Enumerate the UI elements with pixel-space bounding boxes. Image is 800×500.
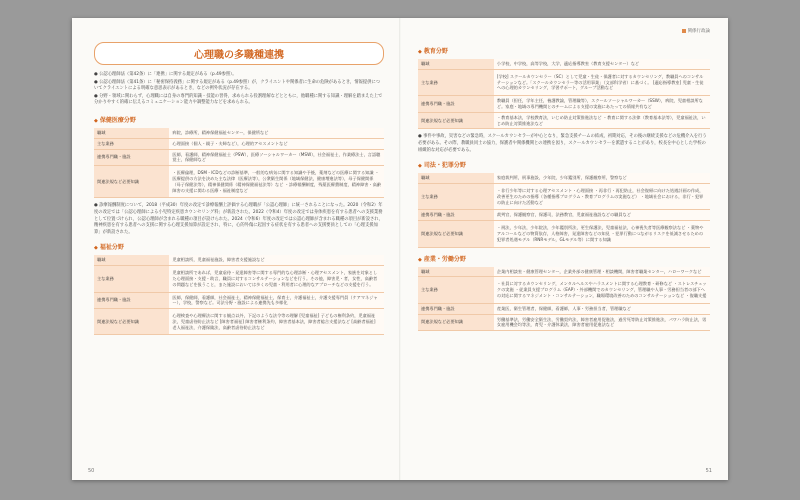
- table-row: [418, 277, 710, 303]
- table-row: [94, 309, 384, 335]
- row-value: 病院，診療所，精神保健福祉センター，保健所など: [169, 128, 384, 138]
- section-heading-welfare: [94, 242, 384, 251]
- row-value: ・社員に対するカウンセリング，メンタルヘルスやハラスメントに関する心理教育・研修など ・ストレスチェックの実施 ・従業員支援プログラム（EAP）・外部機関でのカウンセリング，管理職や人事・労務担当者の部下への対応に関するマネジメント・コンサルテーション，職場環境改善のためのコンサルテーションなど ・復職支援: [494, 277, 710, 303]
- table-row: [418, 210, 710, 221]
- diamond-icon: ◆: [94, 117, 98, 124]
- row-value: 児童相談所，児童福祉施設，障害者支援施設など: [169, 255, 384, 265]
- row-label: 連携専門職・施設: [418, 96, 494, 113]
- row-value: 労働基準法，労働安全衛生法，労働契約法，障害者雇用促進法，過労死等防止対策推進法，パワハラ防止法，男女雇用機会均等法，育児・介護休業法，障害者雇用促進法など: [494, 314, 710, 331]
- page-number: 50: [88, 468, 95, 474]
- row-label: 連携専門職・施設: [94, 149, 169, 166]
- row-label: 職域: [418, 267, 494, 277]
- row-label: 主な業務: [418, 183, 494, 209]
- running-head-text: 関係行政論: [687, 29, 710, 34]
- right-page: [400, 18, 728, 480]
- row-value: 小学校，中学校，高等学校，大学，適応指導教室（教育支援センター）など: [494, 59, 710, 69]
- row-value: ・非行少年等に対する心理アセスメント・心理面接 ・再非行・再犯防止，社会復帰に向けた処遇計画の作成，改善更生のための指導（各種指導プログラム・教育プログラムの実施など） ・地域社会における，非行・犯罪の防止に向けた活動など: [494, 183, 710, 209]
- row-value: ・刑法，少年法，少年院法，少年鑑別所法，更生保護法，児童福祉法，心神喪失者等医療観察法など ・薬物やアルコールなどの物質依存，人格障害，発達障害などの知見 ・犯罪行動につながるリスクを低減させるための犯罪者処遇モデル（RNRモデル，GLモデル等）に関する知識: [494, 221, 710, 247]
- row-value: 児童相談所であれば，児童虐待・発達障害等に関する専門的な心理診断・心理アセスメント，家族を対象とした心理面接・支援・助言，職員に対するコンサルテーションなどを行う。その他，障害児・者，女性，高齢者の問題などを扱うこと，また施設においては多くの児童・利用者に心理的なアプローチなどの支援を行う。: [169, 266, 384, 292]
- left-page: [72, 18, 400, 480]
- section-heading-text: 保健医療分野: [99, 116, 136, 124]
- table-row: [94, 292, 384, 309]
- running-head: [682, 28, 711, 34]
- table-row: [418, 96, 710, 113]
- row-value: 裁判官，保護観察官，保護司，法務教官，児童福祉施設などの職員など: [494, 210, 710, 221]
- diamond-icon: ◆: [418, 163, 422, 170]
- page-number: 51: [705, 468, 712, 474]
- book-spread: [72, 18, 728, 480]
- section-heading-text: 福祉分野: [99, 244, 124, 252]
- row-label: 主な業務: [418, 277, 494, 303]
- table-row: [94, 138, 384, 149]
- section-heading-industry: [418, 254, 710, 263]
- health-table: [94, 128, 384, 198]
- section-heading-text: 産業・労働分野: [423, 255, 466, 263]
- row-value: 医師，看護師，精神保健福祉士（PSW），医療ソーシャルワーカー（MSW），社会福祉士，作業療法士，言語聴覚士，保健師など: [169, 149, 384, 166]
- table-row: [94, 255, 384, 265]
- row-value: ・教育基本法，学校教育法，いじめ防止対策推進法など ・教育に関する法律（教育基本法等），児童福祉法，いじめ防止対策推進法など: [494, 112, 710, 129]
- table-row: [418, 69, 710, 95]
- row-label: 連携専門職・施設: [94, 292, 169, 309]
- section-heading-text: 教育分野: [423, 48, 448, 55]
- table-row: [418, 267, 710, 277]
- table-row: [418, 314, 710, 331]
- row-label: 関連法規など必要知識: [418, 112, 494, 129]
- section-heading-text: 司法・犯罪分野: [423, 162, 466, 170]
- row-label: 連携専門職・施設: [418, 303, 494, 314]
- row-value: [学校] スクールカウンセラー（SC）として児童・生徒・保護者に対するカウンセリング，教職員へのコンサルテーションなど。「スクールカウンセラー等の活用事業」（文部科学省）に基づく。 [適応指導教室] 児童・生徒への心理的カウンセリング，学習サポート，グループ活動など: [494, 69, 710, 95]
- row-value: ・医療倫理，DSM・ICDなどの診断基準，一般的な病気に関する知識や予後，薬剤などの医療に関する知識 ・医療提供の方法を決めた主な法律（医療法等），公衆衛生関係（地域保健法，健康増進法等），母子保健関係（母子保健法等），精神保健関係（精神保健福祉法等）など ・診療報酬制度，残薬医療費制度，精神障害・高齢障害の支援に関わる医療・福祉制度など: [169, 166, 384, 198]
- section-heading-health: [94, 115, 384, 124]
- diamond-icon: ◆: [418, 256, 422, 263]
- row-value: 医師，保健師，看護師，社会福祉士，精神保健福祉士，保育士，介護福祉士，介護支援専門員（ケアマネジャー），学校，警察など。司法分野・施設による連携先も多様化: [169, 292, 384, 309]
- row-value: 心理検査や心理療法に関する観点以外，下記のような法令等の理解 [児童福祉] 子どもの権利条約，児童福祉法，児童虐待防止法など [障害者福祉] 障害者権利条約，障害者基本法，障害者総合支援法など [高齢者福祉] 老人福祉法，介護保険法，高齢者虐待防止法など: [169, 309, 384, 335]
- table-row: [418, 221, 710, 247]
- section-heading-justice: [418, 160, 710, 169]
- row-label: 主な業務: [94, 266, 169, 292]
- diamond-icon: ◆: [94, 245, 98, 252]
- row-label: 関連法規など必要知識: [94, 309, 169, 335]
- table-row: [94, 266, 384, 292]
- intro-text: [94, 72, 384, 107]
- table-row: [418, 59, 710, 69]
- education-paragraph: ● 事件や事故，災害などの緊急時，スクールカウンセラーが中心となり，緊急支援チームの結成，初期対応，その後の継続支援などの危機介入を行う必要がある。その際，教職員同士の協力，保護者や関係機関との連携を図り，スクールカウンセラーを派遣することがあり，校長を中心とした学校の組織的な対応が必要である。: [418, 134, 707, 153]
- table-row: [418, 303, 710, 314]
- row-label: 主な業務: [418, 69, 494, 95]
- section-heading-education: [418, 46, 710, 55]
- intro-paragraph: ● 公認心理師法（第41条）に「秘密保持義務」に関する規定がある（p.49参照）が，クライエントや関係者に生命の危険があるとき，情報提供についてクライエントによる明確な意思表示があるとき，などの例外状況が存在する。: [94, 79, 380, 92]
- table-row: [94, 149, 384, 166]
- industry-table: [418, 267, 710, 332]
- row-label: 関連法規など必要知識: [418, 314, 494, 331]
- diamond-icon: ◆: [418, 49, 422, 55]
- row-value: 企業内相談室・健康管理センター，企業外部の健康管理・相談機関，障害者職業センター，ハローワークなど: [494, 267, 710, 277]
- row-value: 家庭裁判所，刑事施設，少年院，少年鑑別所，保護観察所，警察など: [494, 173, 710, 183]
- row-label: 関連法規など必要知識: [418, 221, 494, 247]
- welfare-table: [94, 255, 384, 335]
- page-title: 心理職の多職種連携: [94, 42, 384, 65]
- square-icon: [682, 29, 686, 33]
- table-row: [418, 112, 710, 129]
- row-label: 職域: [418, 173, 494, 183]
- row-label: 職域: [94, 255, 169, 265]
- row-value: 教職員（担任，学年主任，養護教諭，管理職等），スクールソーシャルワーカー（SSW），病院，児童相談所など。家庭・地域の専門機関とのチームによる支援の実施にあたっての情報共有など: [494, 96, 710, 113]
- intro-paragraph: ● 分野・領域に関わらず，心理職には自身の専門的知識・技能の習得，求められる役割理解などとともに，他職種に関する知識・理解を踏まえた上で分かりやすく的確に伝えるコミュニケーション能力や調整能力などを求められる。: [94, 93, 383, 106]
- table-row: [94, 166, 384, 198]
- table-row: [94, 128, 384, 138]
- table-row: [418, 183, 710, 209]
- row-value: 心理面接（個人・親子・夫婦など），心理的アセスメントなど: [169, 138, 384, 149]
- table-row: [418, 173, 710, 183]
- row-label: 職域: [418, 59, 494, 69]
- row-value: 産業医，衛生管理者，保健師，看護師，人事・労務担当者，管理職など: [494, 303, 710, 314]
- row-label: 関連法規など必要知識: [94, 166, 169, 198]
- health-paragraph: ● 診療報酬制度について，2018（平成30）年度の改定で診療報酬上評価する心理職が「公認心理師」に統一されることになった。2020（令和2）年度の改定では「公認心理師による小児特定疾患カウンセリング料」が新設された。2022（令和4）年度の改定では身体疾患を有する患者への支援業務として位置づけられ，公認心理師が含まれる職種の項目が設けられた。2024（令和6）年度の改定では公認心理師が含まれる職種の項目が新設され，精神疾患を有する患者への支援に関する心理支援加算が設定され，特に，心的外傷に起因する症状を有する患者への支援要員としての「心理支援加算」が新設された。: [94, 203, 384, 235]
- row-label: 職域: [94, 128, 169, 138]
- intro-paragraph: ● 公認心理師法（第42条）に「連携」に関する規定がある（p.49参照）。: [94, 72, 237, 77]
- row-label: 主な業務: [94, 138, 169, 149]
- education-table: [418, 59, 710, 129]
- justice-table: [418, 173, 710, 247]
- row-label: 連携専門職・施設: [418, 210, 494, 221]
